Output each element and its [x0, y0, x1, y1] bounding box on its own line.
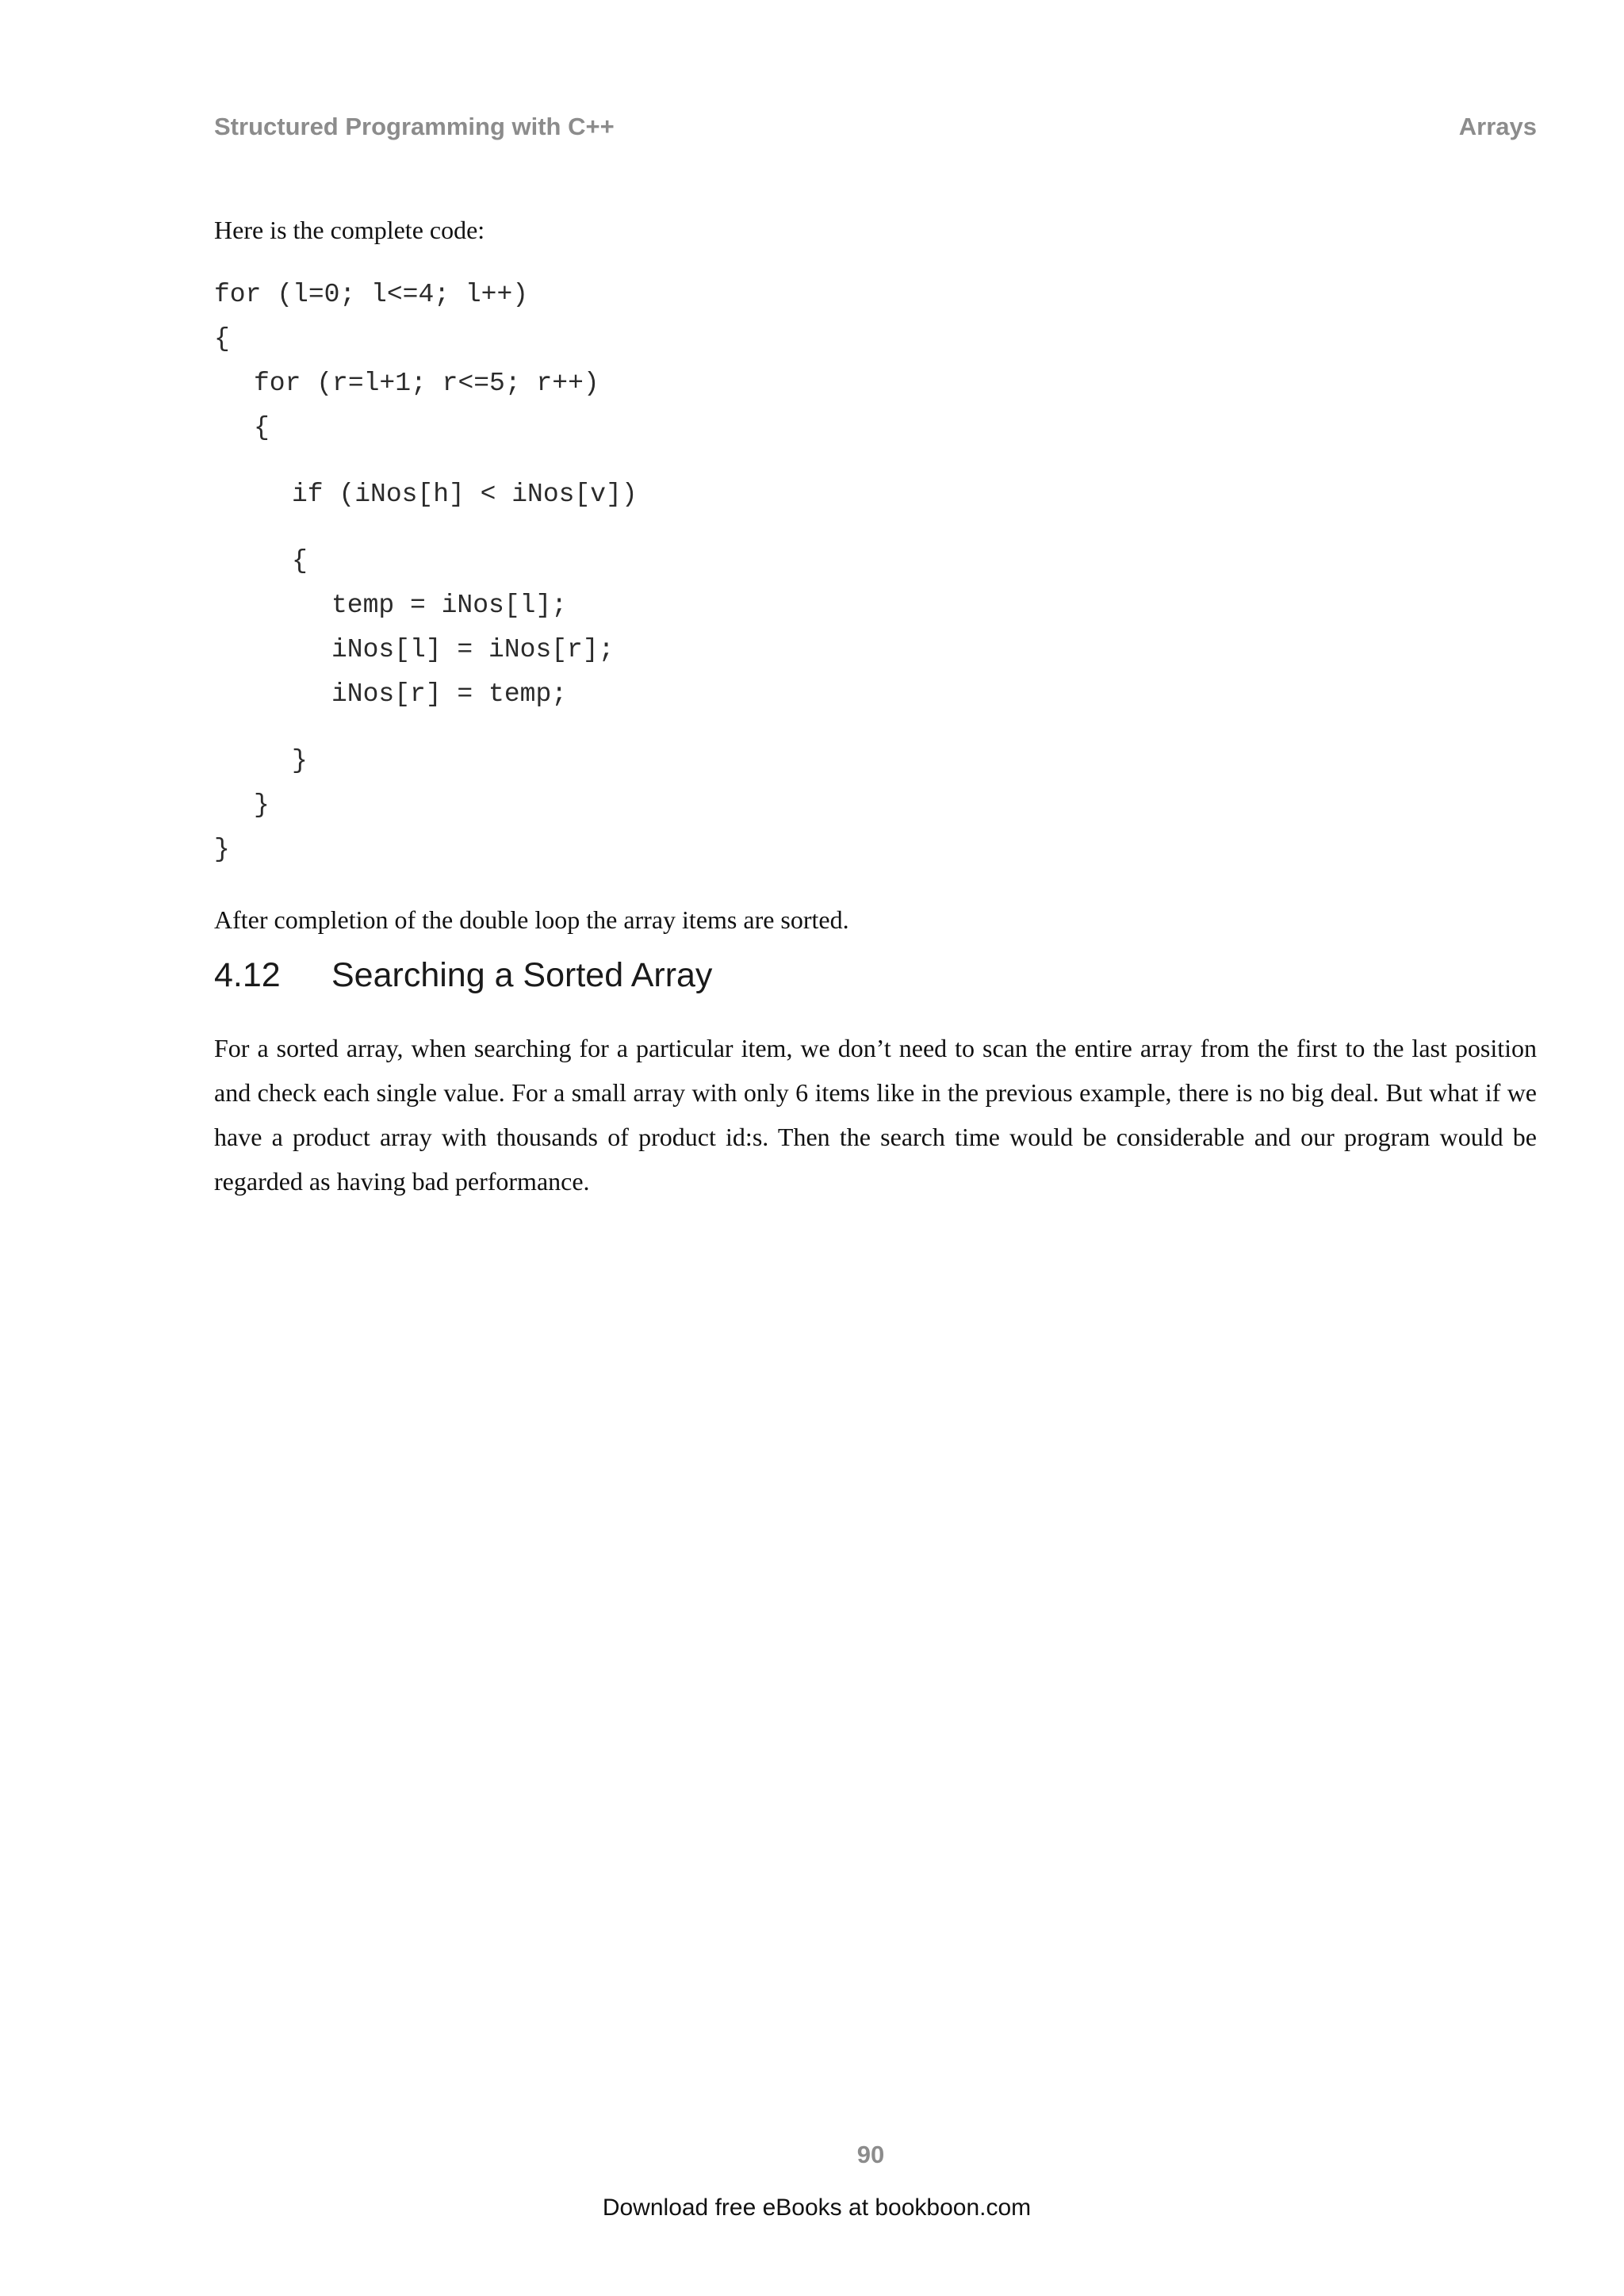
- code-line: iNos[l] = iNos[r];: [331, 635, 615, 664]
- intro-paragraph: Here is the complete code:: [214, 216, 485, 244]
- code-line: }: [214, 835, 230, 864]
- code-line: }: [254, 790, 270, 820]
- code-line: if (iNos[h] < iNos[v]): [292, 480, 638, 509]
- section-number: 4.12: [214, 956, 281, 994]
- code-line: {: [214, 324, 230, 354]
- code-line: }: [292, 746, 308, 775]
- code-line: temp = iNos[l];: [331, 591, 568, 620]
- book-title: Structured Programming with C++: [214, 113, 615, 140]
- code-line: iNos[r] = temp;: [331, 679, 568, 709]
- download-link[interactable]: Download free eBooks at bookboon.com: [602, 2195, 1032, 2221]
- running-header: [214, 113, 1537, 147]
- code-line: {: [254, 413, 270, 442]
- chapter-title: Arrays: [1458, 113, 1537, 140]
- section-title: Searching a Sorted Array: [331, 956, 713, 994]
- section-paragraph: For a sorted array, when searching for a particular item, we don’t need to scan the entire array from the first to the last position and check each single value. For a small array with only 6 items like in the previous example, there is no big deal. But what if we have a product array with thousands of product id:s. Then the search time would be considerable and our program would be regarded as having bad performance.: [214, 1034, 1537, 1196]
- code-line: for (l=0; l<=4; l++): [214, 280, 529, 309]
- after-code-paragraph: After completion of the double loop the array items are sorted.: [214, 905, 849, 934]
- page-number: 90: [856, 2141, 885, 2168]
- code-line: for (r=l+1; r<=5; r++): [254, 369, 599, 398]
- code-line: {: [292, 546, 308, 576]
